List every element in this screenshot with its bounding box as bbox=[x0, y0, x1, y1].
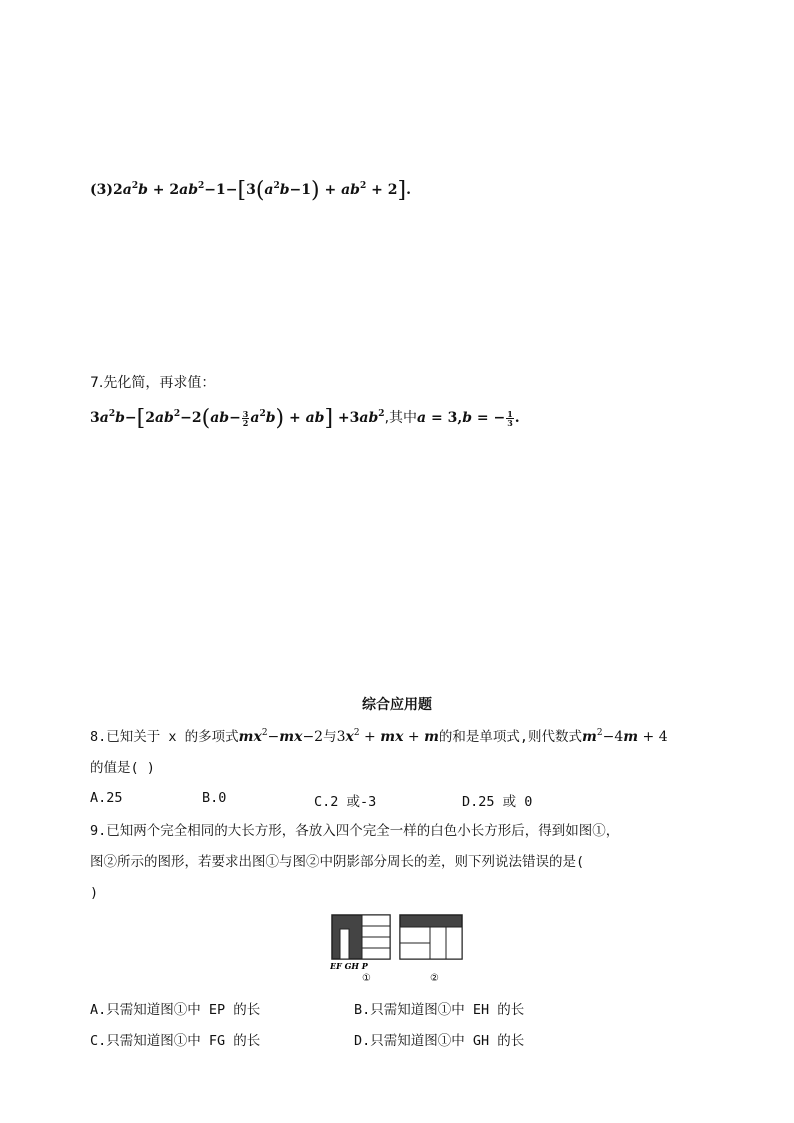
q9-option-d: D.只需知道图①中 GH 的长 bbox=[354, 1033, 525, 1049]
q7-title: 7.先化简，再求值： bbox=[90, 375, 216, 391]
q8-option-b: B.0 bbox=[202, 790, 227, 806]
q8-option-c: C.2 或-3 bbox=[314, 794, 377, 810]
q9-stem-line3: ) bbox=[90, 885, 99, 901]
fig1-point-labels: EF GH P bbox=[330, 961, 368, 971]
figure-2 bbox=[400, 915, 462, 959]
section-heading: 综合应用题 bbox=[362, 697, 432, 713]
q9-option-b: B.只需知道图①中 EH 的长 bbox=[354, 1002, 525, 1018]
figure-1 bbox=[332, 915, 390, 959]
q7-condition: ,其中 bbox=[384, 410, 418, 426]
q8-option-d: D.25 或 0 bbox=[462, 794, 533, 810]
q8-option-a: A.25 bbox=[90, 790, 123, 806]
q9-stem-line1: 9.已知两个完全相同的大长方形，各放入四个完全一样的白色小长方形后，得到如图①， bbox=[90, 823, 620, 839]
q9-option-c: C.只需知道图①中 FG 的长 bbox=[90, 1033, 261, 1049]
q9-stem-line2: 图②所示的图形，若要求出图①与图②中阴影部分周长的差，则下列说法错误的是( bbox=[90, 854, 585, 870]
fig2-caption: ② bbox=[430, 973, 439, 984]
q6-part3-expression: $(3)2a^2b + 2ab^2-1-[3(a^2b-1) + ab^2 + 2]$. bbox=[90, 178, 411, 203]
fig1-caption: ① bbox=[362, 973, 371, 984]
q9-figure bbox=[330, 913, 470, 989]
q8-stem: 8.已知关于 x 的多项式$mx^2-mx-2$与$3x^2$ + mx + m的和是单项式,则代数式$m^2-4m + 4$ bbox=[90, 728, 668, 745]
q9-option-a: A.只需知道图①中 EP 的长 bbox=[90, 1002, 261, 1018]
q7-expression: $3a^2b-[2ab^2-2(ab-$ $\frac{3}{2}$ $a^2b) + ab] +3ab^2$,其中a = 3,b = − $\frac{1}{3}$ . bbox=[90, 406, 520, 431]
q8-stem-line2: 的值是( ) bbox=[90, 760, 155, 776]
q9-figure-svg bbox=[330, 913, 470, 985]
q6-part3-label: (3) bbox=[90, 182, 113, 198]
